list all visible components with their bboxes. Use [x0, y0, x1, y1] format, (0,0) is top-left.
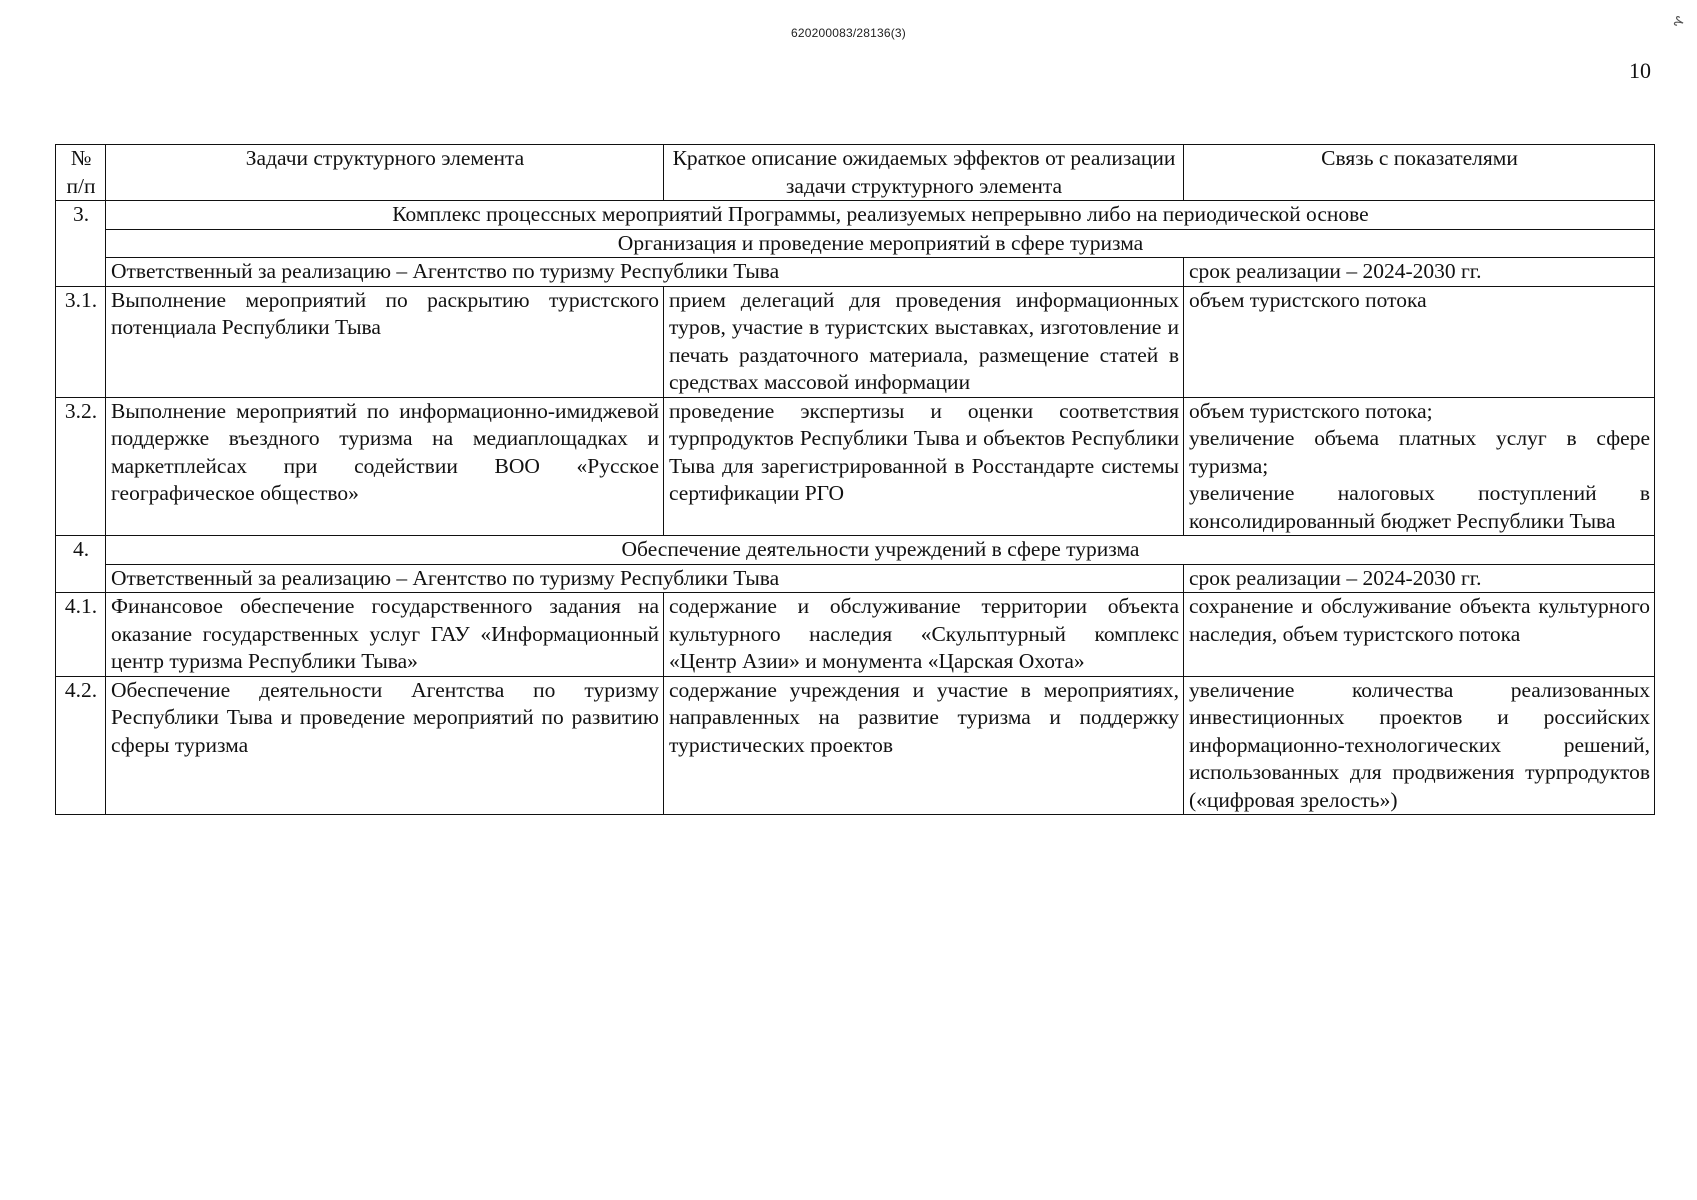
- scan-mark: ⊱: [1671, 13, 1688, 32]
- table-row: [56, 397, 1655, 536]
- section-4-responsible: Ответственный за реализацию – Агентство по туризму Республики Тыва: [106, 564, 1184, 593]
- table-row: [56, 593, 1655, 677]
- section-4-period: срок реализации – 2024-2030 гг.: [1184, 564, 1655, 593]
- row-effect: проведение экспертизы и оценки соответствия турпродуктов Республики Тыва и объектов Республики Тыва для зарегистрированной в Росстандарте системы сертификации РГО: [664, 397, 1184, 536]
- table-row: [56, 286, 1655, 397]
- header-task: Задачи структурного элемента: [106, 145, 664, 201]
- row-num: 4.2.: [56, 676, 106, 815]
- table-row: [56, 676, 1655, 815]
- row-task: Выполнение мероприятий по информационно-имиджевой поддержке въездного туризма на медиаплощадках и маркетплейсах при содействии ВОО «Русское географическое общество»: [106, 397, 664, 536]
- row-effect: содержание и обслуживание территории объекта культурного наследия «Скульптурный комплекс «Центр Азии» и монумента «Царская Охота»: [664, 593, 1184, 677]
- row-link-line: увеличение объема платных услуг в сфере туризма;: [1189, 426, 1650, 478]
- row-effect: прием делегаций для проведения информационных туров, участие в туристских выставках, изготовление и печать раздаточного материала, размещение статей в средствах массовой информации: [664, 286, 1184, 397]
- row-link: [1184, 397, 1655, 536]
- section-3-period: срок реализации – 2024-2030 гг.: [1184, 258, 1655, 287]
- row-task: Финансовое обеспечение государственного задания на оказание государственных услуг ГАУ «Информационный центр туризма Республики Тыва»: [106, 593, 664, 677]
- section-3-responsible: Ответственный за реализацию – Агентство по туризму Республики Тыва: [106, 258, 1184, 287]
- section-4-num: 4.: [56, 536, 106, 593]
- row-num: 4.1.: [56, 593, 106, 677]
- header-link: Связь с показателями: [1184, 145, 1655, 201]
- program-table: [55, 144, 1655, 815]
- row-link: объем туристского потока: [1184, 286, 1655, 397]
- header-effect: Краткое описание ожидаемых эффектов от реализации задачи структурного элемента: [664, 145, 1184, 201]
- section-4-title: Обеспечение деятельности учреждений в сфере туризма: [106, 536, 1655, 565]
- row-link: увеличение количества реализованных инвестиционных проектов и российских информационно-технологических решений, использованных для продвижения турпродуктов («цифровая зрелость»): [1184, 676, 1655, 815]
- document-code: 620200083/28136(3): [790, 26, 907, 40]
- row-link-line: увеличение налоговых поступлений в консолидированный бюджет Республики Тыва: [1189, 481, 1650, 533]
- table-header-row: [56, 145, 1655, 201]
- section-3-subtitle: Организация и проведение мероприятий в сфере туризма: [106, 229, 1655, 258]
- section-3-num: 3.: [56, 201, 106, 287]
- row-task: Выполнение мероприятий по раскрытию туристского потенциала Республики Тыва: [106, 286, 664, 397]
- row-num: 3.1.: [56, 286, 106, 397]
- header-num: № п/п: [56, 145, 106, 201]
- section-4-responsible-row: [56, 564, 1655, 593]
- section-3-title-row: [56, 201, 1655, 230]
- page-number: 10: [1629, 58, 1651, 83]
- section-3-responsible-row: [56, 258, 1655, 287]
- row-effect: содержание учреждения и участие в мероприятиях, направленных на развитие туризма и поддержку туристических проектов: [664, 676, 1184, 815]
- row-link-line: объем туристского потока;: [1189, 398, 1433, 423]
- row-link: сохранение и обслуживание объекта культурного наследия, объем туристского потока: [1184, 593, 1655, 677]
- row-task: Обеспечение деятельности Агентства по туризму Республики Тыва и проведение мероприятий по развитию сферы туризма: [106, 676, 664, 815]
- section-3-subtitle-row: [56, 229, 1655, 258]
- section-4-title-row: [56, 536, 1655, 565]
- section-3-title: Комплекс процессных мероприятий Программы, реализуемых непрерывно либо на периодической основе: [106, 201, 1655, 230]
- row-num: 3.2.: [56, 397, 106, 536]
